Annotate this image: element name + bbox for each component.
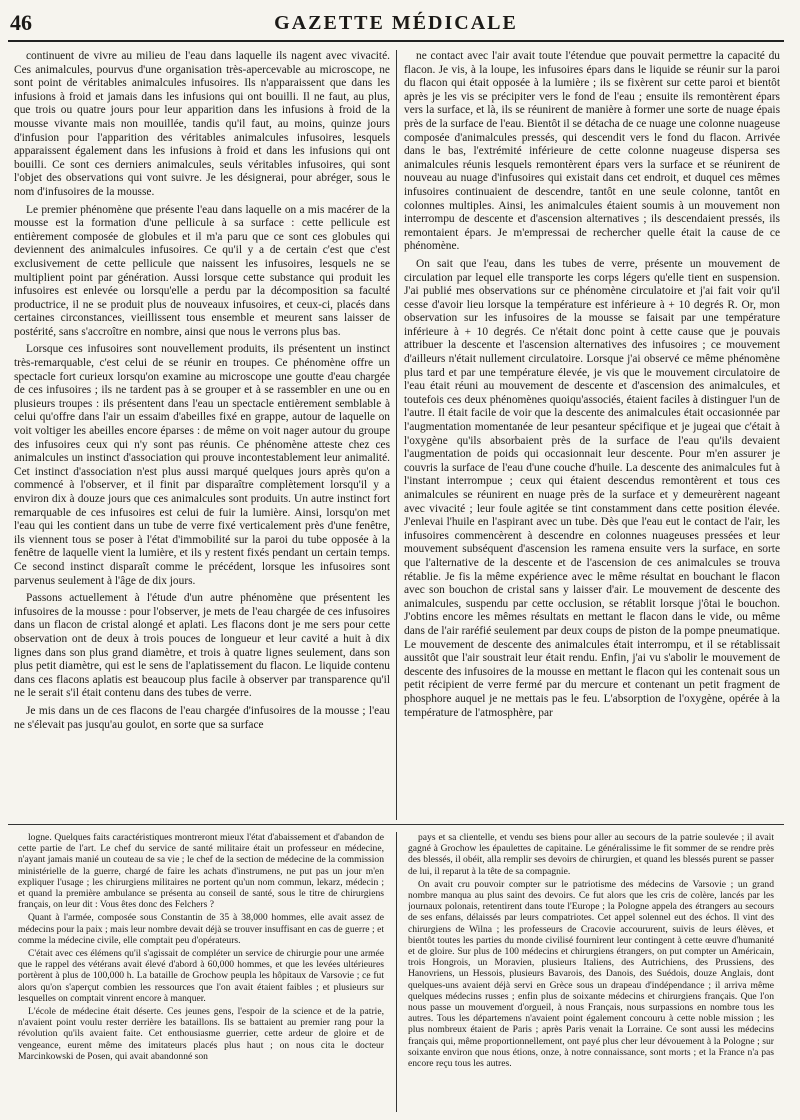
journal-title: GAZETTE MÉDICALE <box>274 12 518 34</box>
article-paragraph: Le premier phénomène que présente l'eau dans laquelle on a mis macérer de la mousse est la formation d'une pellicule à sa surface : cette pellicule est entièrement composée de globules et il m'a paru que ce sont ces globules qui deviennent des animalcules infusoires. Ce qu'il y a de certain c'est que c'est exclusivement de cette pellicule que naissent les infusoires, lesquels ne se multiplient point par génération. Aussi lorsque cette substance qui produit les infusoires est enlevée ou lorsqu'elle a perdu par la décomposition sa faculté productrice, il ne se produit plus de nouveaux infusoires, et ceux-ci, placés dans certaines circonstances, vieillissent tous ensemble et meurent sans laisser de postérité, sans s'accroître en nombre, ainsi que nous le verrons plus bas. <box>14 203 390 338</box>
article-paragraph: Passons actuellement à l'étude d'un autre phénomène que présentent les infusoires de la mousse : pour l'observer, je mets de l'eau chargée de ces infusoires dans un flacon de cristal alongé et aplati. Les flacons dont je me sers pour cette observation ont de deux à trois pouces de longueur et leur cavité a huit à dix lignes dans son plus grand diamètre, et trois à quatre lignes seulement, dans son plus petit diamètre, qui est le sens de l'aplatissement du flacon. Le liquide contenu dans ces flacons aplatis est beaucoup plus facile à observer par transparence qu'il ne le serait s'il était contenu dans des tubes de verre. <box>14 592 390 700</box>
article-paragraph: ne contact avec l'air avait toute l'étendue que pouvait permettre la capacité du flacon. Je vis, à la loupe, les infusoires épars dans le liquide se réunir sur la paroi du flacon qui était opposée à la lumière ; ils se fixèrent sur cette paroi et bientôt après je les vis se précipiter vers le fond de l'eau ; ensuite ils remontèrent épars vers la surface, et là, ils se réunirent de manière à former une sorte de nuage épais près de la surface de l'eau. Bientôt il se détacha de ce nuage une colonne nuageuse composée d'animalcules pressés, qui descendit vers le fond du flacon. Arrivée dans le bas, l'extrémité inférieure de cette colonne nuageuse dispersa ses animalcules réunis lesquels remontèrent épars vers la surface et se réunirent de nouveau au nuage d'infusoires qui existait dans cet endroit, et duquel ces mêmes infusoires continuaient de descendre, tantôt en une seule colonne, tantôt en colonnes multiples. Ainsi, les animalcules étaient soumis à un mouvement non interrompu de descente et d'ascension alternatives ; ils descendaient pressés, ils remontaient épars. Je m'empressai de rechercher quelle était la cause de ce phénomène. <box>404 50 780 253</box>
page-number: 46 <box>10 10 32 35</box>
feuilleton-left-column <box>18 832 384 1112</box>
feuilleton-paragraph: logne. Quelques faits caractéristiques montreront mieux l'état d'abaissement et d'abandon de cette partie de l'art. Le chef du service de santé militaire était un professeur en médecine, n'ayant jamais manié un couteau de sa vie ; le chef de la section de médecine de la commission ministérielle de la guerre, chargé de faire les achats d'instrumens, ne put pas un jour m'en expliquer l'usage ; les chirurgiens militaires ne portent qu'un nom commun, lekarz, médecin ; et quand la première ambulance se présenta au conseil de santé, sous le titre de chirurgiens français, on leur dit : Vous êtes donc des Felchers ? <box>18 832 384 911</box>
newspaper-page <box>8 6 784 1112</box>
feuilleton-paragraph: C'était avec ces élémens qu'il s'agissait de compléter un service de chirurgie pour une armée que le rappel des vétérans avait élevé d'abord à 60,000 hommes, et que les levées ultérieures portèrent à plus de 100,000 h. La bataille de Grochow peupla les hôpitaux de Varsovie ; ce fut alors qu'on s'aperçut combien les ressources que l'on avait étaient faibles ; et plusieurs sur lesquelles on comptait vinrent encore à manquer. <box>18 948 384 1004</box>
article-left-column <box>14 50 390 820</box>
page-header <box>8 6 784 42</box>
feuilleton-paragraph: L'école de médecine était déserte. Ces jeunes gens, l'espoir de la science et de la patrie, n'avaient point voulu rester derrière les bataillons. Ils se battaient au premier rang pour la révolution qu'ils avaient faite. Cet enthousiasme guerrier, cette ardeur de gloire et de vengeance, eurent même des imitateurs placés plus haut ; on nous cita le docteur Marcinkowski de Posen, qui avait abandonné son <box>18 1006 384 1062</box>
column-divider <box>396 832 397 1112</box>
article-paragraph: On sait que l'eau, dans les tubes de verre, présente un mouvement de circulation par lequel elle transporte les corps légers qu'elle tient en suspension. J'ai publié mes observations sur ce phénomène circulatoire et j'ai fait voir qu'il cesse d'avoir lieu lorsque la température est inférieure à + 10 degrés R. Or, mon observation sur les infusoires de la mousse se faisait par une température inférieure à + 10 degrés. Ce n'était donc point à cette cause que je pouvais attribuer la descente et l'ascension alternatives des infusoires ; ce mouvement d'ailleurs n'était nullement circulatoire. Lorsque j'ai observé ce même phénomène plus tard et par une température élevée, je vis que le mouvement circulatoire de l'eau était réuni au mouvement de descente et d'ascension des animalcules, et toutefois ces deux phénomènes quoiqu'associés, étaient faciles à distinguer l'un de l'autre. Il était facile de voir que la descente des animalcules était occasionnée par l'augmentation momentanée de leur pesanteur spécifique et je jugeai que c'était à l'oxygène qu'ils absorbaient près de la surface de l'eau qu'ils devaient l'augmentation de poids qui occasionnait leur descente. Pour m'en assurer je couvris la surface de l'eau d'une couche d'huile. La descente des animalcules fut à l'instant interrompue ; ceux qui étaient descendus remontèrent et tous ces animalcules se réunirent en nuage près de la surface et y demeurèrent nageant avec vivacité ; leur foule agitée se tint constamment dans cette position élevée. J'enlevai l'huile en l'aspirant avec un tube. Dès que l'eau eut le contact de l'air, les infusoires commencèrent à descendre en colonnes nuageuses pressées et leur mouvement subséquent d'ascension les ramena ensuite vers la surface, en sorte que l'alternative de la descente et de l'ascension de ces animalcules se trouva rétablie. Je fis la même expérience avec le même résultat en bouchant le flacon avec son bouchon de cristal sans y laisser d'air. Le mouvement de descente des animalcules, suspendu par cette occlusion, se rétablit lorsque j'ôtai le bouchon. J'obtins encore les mêmes résultats en mettant le flacon dans le vide, ou même dans de l'air raréfié seulement par deux coups de piston de la pompe pneumatique. Le mouvement de descente des animalcules était interrompu, et il se rétablissait aussitôt que l'air soustrait leur était rendu. Enfin, j'ai vu s'abolir le mouvement de descente des infusoires de la mousse en mettant le flacon qui les contenait sous un petit récipient de verre fermé par du mercure et contenant un petit fragment de phosphore auquel je ne mettais pas le feu. L'absorption de l'oxygène, opérée à la température de l'atmosphère, par <box>404 257 780 719</box>
feuilleton-paragraph: On avait cru pouvoir compter sur le patriotisme des médecins de Varsovie ; un grand nombre manqua au plus saint des devoirs. Ce fut alors que les cris de colère, lancés par les journaux polonais, retentirent dans toute l'Europe ; la Pologne appela des étrangers au secours de ses enfans, délaissés par leurs compatriotes. Cet appel solennel eut des échos. Il vint des chirurgiens de Wilna ; les professeurs de Cracovie accoururent, suivis de leurs élèves, et bientôt toutes les parties du monde civilisé fournirent leur contingent à cette œuvre d'humanité et de gloire. Sur plus de 100 médecins et chirurgiens étrangers, on put compter un Américain, trois Hongrois, un Moravien, plusieurs Italiens, des Autrichiens, des Prussiens, des Hanovriens, un Hessois, plusieurs Bavarois, des Danois, des Suédois, douze Anglais, dont quelques-uns avaient déjà servi en Grèce sous un drapeau d'indépendance ; il arriva même quelques médecins russes ; enfin plus de soixante médecins et chirurgiens français. Que l'on nous passe un mouvement d'orgueil, à nous Français, nous surpassions en nombre tous les autres. Tous les départemens n'avaient point également concouru à cette noble mission ; les plus nombreux étaient de Paris ; après Paris venait la Lorraine. Ce sont aussi les médecins français qui, même proportionnellement, ont payé plus cher leur dévouement à la Pologne ; sur soixante environ que nous étions, onze, à notre connaissance, sont morts ; et la France n'a pas encore reçu tous les autres. <box>408 878 774 1070</box>
article-paragraph: continuent de vivre au milieu de l'eau dans laquelle ils nagent avec vivacité. Ces animalcules, pourvus d'une organisation très-apercevable au microscope, ne sont point de véritables animalcules infusoires. Ils n'apparaissent que dans les infusions à froid et jamais dans les infusions qui ont bouilli. Il ne faut, au plus, que trois ou quatre jours pour leur apparition dans les infusions à froid de la mousse vivante mais non mouillée, tandis qu'il faut, au moins, quinze jours d'infusion pour l'apparition des véritables animalcules infusoires, lesquels apparaissent également dans les infusions à froid et dans les infusions qui ont bouilli. Ce sont ces derniers animalcules, seuls véritables infusoires, qui sont l'objet des observations qui vont suivre. Je les désignerai, pour abréger, sous le nom d'infusoires de la mousse. <box>14 50 390 198</box>
article-paragraph: Je mis dans un de ces flacons de l'eau chargée d'infusoires de la mousse ; l'eau ne s'élevait pas jusqu'au goulot, en sorte que sa surface <box>14 704 390 731</box>
article-paragraph: Lorsque ces infusoires sont nouvellement produits, ils présentent un instinct très-remarquable, c'est celui de se réunir en troupes. Ce phénomène offre un spectacle fort curieux lorsqu'on examine au microscope une goutte d'eau chargée de ces infusoires ; ils ne tardent pas à se grouper et à se rassembler en une ou en plusieurs troupes : ils présentent dans l'eau un spectacle entièrement semblable à celui qu'offre dans l'air un essaim d'abeilles fixé en grappe, autour de laquelle on voit voltiger les abeilles encore éparses : de même on voit nager autour du groupe des infusoires ceux qui n'y sont pas réunis. Ce phénomène atteste chez ces animalcules un instinct d'association qui prouve incontestablement leur animalité. Cet instinct d'association n'est plus aussi marqué quelques jours après qu'on a commencé à l'observer, et il finit par disparaître complètement lorsqu'il y a environ dix à douze jours que ces animalcules sont produits. Un autre instinct fort remarquable de ces infusoires est celui de fuir la lumière. Ainsi, lorsqu'on met l'eau qui les contient dans un tube de verre fixé verticalement près d'une fenêtre, ils viennent tous se poser à l'état d'immobilité sur la paroi du tube opposée à la fenêtre de laquelle vient la lumière, et ils y restent fixés pendant un certain temps. Ce second instinct disparaît comme le précédent, lorsque les infusoires sont parvenus seulement à l'âge de dix jours. <box>14 343 390 587</box>
article-body <box>8 50 784 820</box>
section-divider <box>8 824 784 825</box>
article-right-column <box>404 50 780 820</box>
column-divider <box>396 50 397 820</box>
feuilleton-paragraph: Quant à l'armée, composée sous Constantin de 35 à 38,000 hommes, elle avait assez de médecins pour la paix ; mais leur nombre devait déjà se trouver insuffisant en cas de guerre ; et comme la médecine civile, elle comptait peu d'opérateurs. <box>18 912 384 946</box>
feuilleton-paragraph: pays et sa clientelle, et vendu ses biens pour aller au secours de la patrie soulevée ; il avait gagné à Grochow les épaulettes de capitaine. Le généralissime le fit sommer de se rendre près des blessés, il obéit, alla remplir ses devoirs de chirurgien, et quand les blessés purent se passer de lui, il reparut à la tête de sa compagnie. <box>408 832 774 877</box>
feuilleton-section <box>8 832 784 1112</box>
feuilleton-right-column <box>408 832 774 1112</box>
